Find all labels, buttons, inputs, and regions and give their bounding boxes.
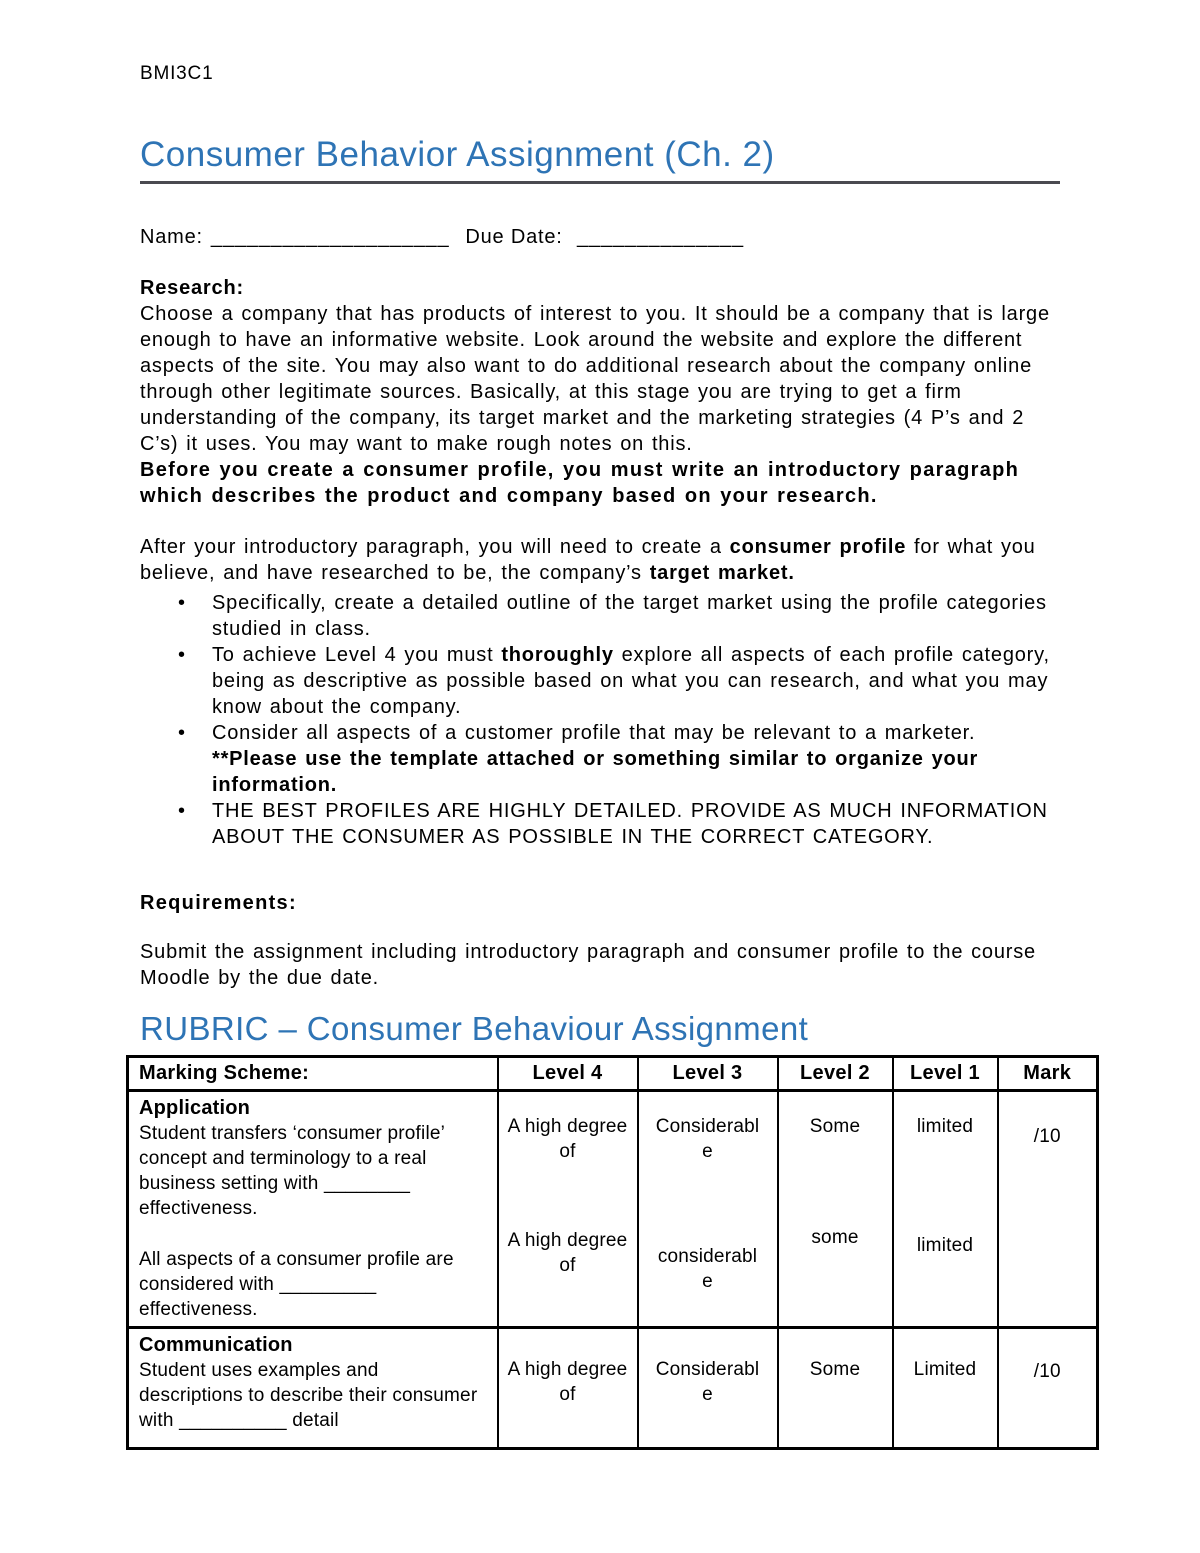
requirements-heading: Requirements: <box>140 892 297 914</box>
requirements-paragraph: Submit the assignment including introductory paragraph and consumer profile to the course Moodle by the due date. <box>140 941 1036 989</box>
communication-level3-cell <box>638 1328 778 1449</box>
column-header-level3: Level 3 <box>638 1057 778 1091</box>
communication-level4-cell <box>498 1328 638 1449</box>
communication-mark-cell <box>998 1328 1098 1449</box>
level-descriptor: A high degree of <box>507 1359 628 1405</box>
column-header-mark: Mark <box>998 1057 1098 1091</box>
application-level3-cell <box>638 1091 778 1328</box>
rubric-heading: RUBRIC – Consumer Behaviour Assignment <box>140 1010 809 1047</box>
communication-level2-cell <box>778 1328 893 1449</box>
level-descriptor: A high degree of <box>507 1116 628 1162</box>
level-descriptor: Some <box>809 1116 861 1137</box>
level-descriptor: Considerable <box>655 1116 760 1162</box>
name-blank-line: ____________________ <box>210 226 450 248</box>
communication-level1-cell <box>893 1328 998 1449</box>
application-level1-cell <box>893 1091 998 1328</box>
column-header-level2: Level 2 <box>778 1057 893 1091</box>
level-descriptor: limited <box>916 1116 974 1137</box>
level-descriptor: limited <box>916 1235 974 1256</box>
research-section <box>140 275 1060 509</box>
name-due-date-line <box>140 226 1060 249</box>
communication-criterion-1: Student uses examples and descriptions to describe their consumer with __________ detail <box>139 1360 478 1431</box>
category-label-application: Application <box>139 1097 251 1119</box>
rubric-table <box>126 1055 1099 1450</box>
profile-bullet-list <box>140 590 1060 850</box>
application-level2-cell <box>778 1091 893 1328</box>
name-label: Name: <box>140 226 203 248</box>
due-date-blank-line: ______________ <box>576 226 744 248</box>
level-descriptor: Considerable <box>655 1359 760 1405</box>
application-criterion-1: Student transfers ‘consumer profile’ concept and terminology to a real business setting with ________ effectiveness. <box>139 1123 445 1219</box>
application-criteria-cell <box>128 1091 498 1328</box>
document-title: Consumer Behavior Assignment (Ch. 2) <box>140 134 1060 184</box>
mark-value: /10 <box>1033 1361 1061 1382</box>
mark-value: /10 <box>1033 1126 1061 1147</box>
bullet-item-best-profiles: • THE BEST PROFILES ARE HIGHLY DETAILED. PROVIDE AS MUCH INFORMATION ABOUT THE CONSUMER AS POSSIBLE IN THE CORRECT CATEGORY. <box>176 798 1060 850</box>
rubric-row-application <box>128 1091 1098 1328</box>
communication-criteria-cell <box>128 1328 498 1449</box>
level-descriptor: some <box>811 1227 859 1248</box>
bullet-item-level4: • To achieve Level 4 you must thoroughly explore all aspects of each profile category, being as descriptive as possible based on what you can research, and what you may know about the company. <box>176 642 1060 720</box>
due-date-label: Due Date: <box>465 226 563 248</box>
research-bold-note: Before you create a consumer profile, you must write an introductory paragraph which describes the product and company based on your research. <box>140 459 1020 507</box>
bullet-item-consider: • Consider all aspects of a customer profile that may be relevant to a marketer. **Please use the template attached or something similar to organize your information. <box>176 720 1060 798</box>
application-mark-cell <box>998 1091 1098 1328</box>
bullet-item-specifically: • Specifically, create a detailed outline of the target market using the profile categories studied in class. <box>176 590 1060 642</box>
consumer-profile-intro: After your introductory paragraph, you will need to create a consumer profile for what you believe, and have researched to be, the company’s target market. <box>140 536 1036 584</box>
level-descriptor: Some <box>809 1359 861 1380</box>
research-heading: Research: <box>140 277 244 299</box>
application-criterion-2: All aspects of a consumer profile are considered with _________ effectiveness. <box>139 1249 454 1320</box>
category-label-communication: Communication <box>139 1334 293 1356</box>
rubric-row-communication <box>128 1328 1098 1449</box>
course-code: BMI3C1 <box>140 63 214 84</box>
column-header-marking-scheme: Marking Scheme: <box>128 1057 498 1091</box>
level-descriptor: considerable <box>657 1246 758 1292</box>
rubric-header-row <box>128 1057 1098 1091</box>
application-level4-cell <box>498 1091 638 1328</box>
level-descriptor: A high degree of <box>507 1230 628 1276</box>
level-descriptor: Limited <box>913 1359 977 1380</box>
column-header-level1: Level 1 <box>893 1057 998 1091</box>
research-paragraph: Choose a company that has products of interest to you. It should be a company that is large enough to have an informative website. Look around the website and explore the different aspects of the site. You may also want to do additional research about the company online through other legitimate sources. Basically, at this stage you are trying to get a firm understanding of the company, its target market and the marketing strategies (4 P’s and 2 C’s) it uses. You may want to make rough notes on this. <box>140 303 1050 455</box>
column-header-level4: Level 4 <box>498 1057 638 1091</box>
